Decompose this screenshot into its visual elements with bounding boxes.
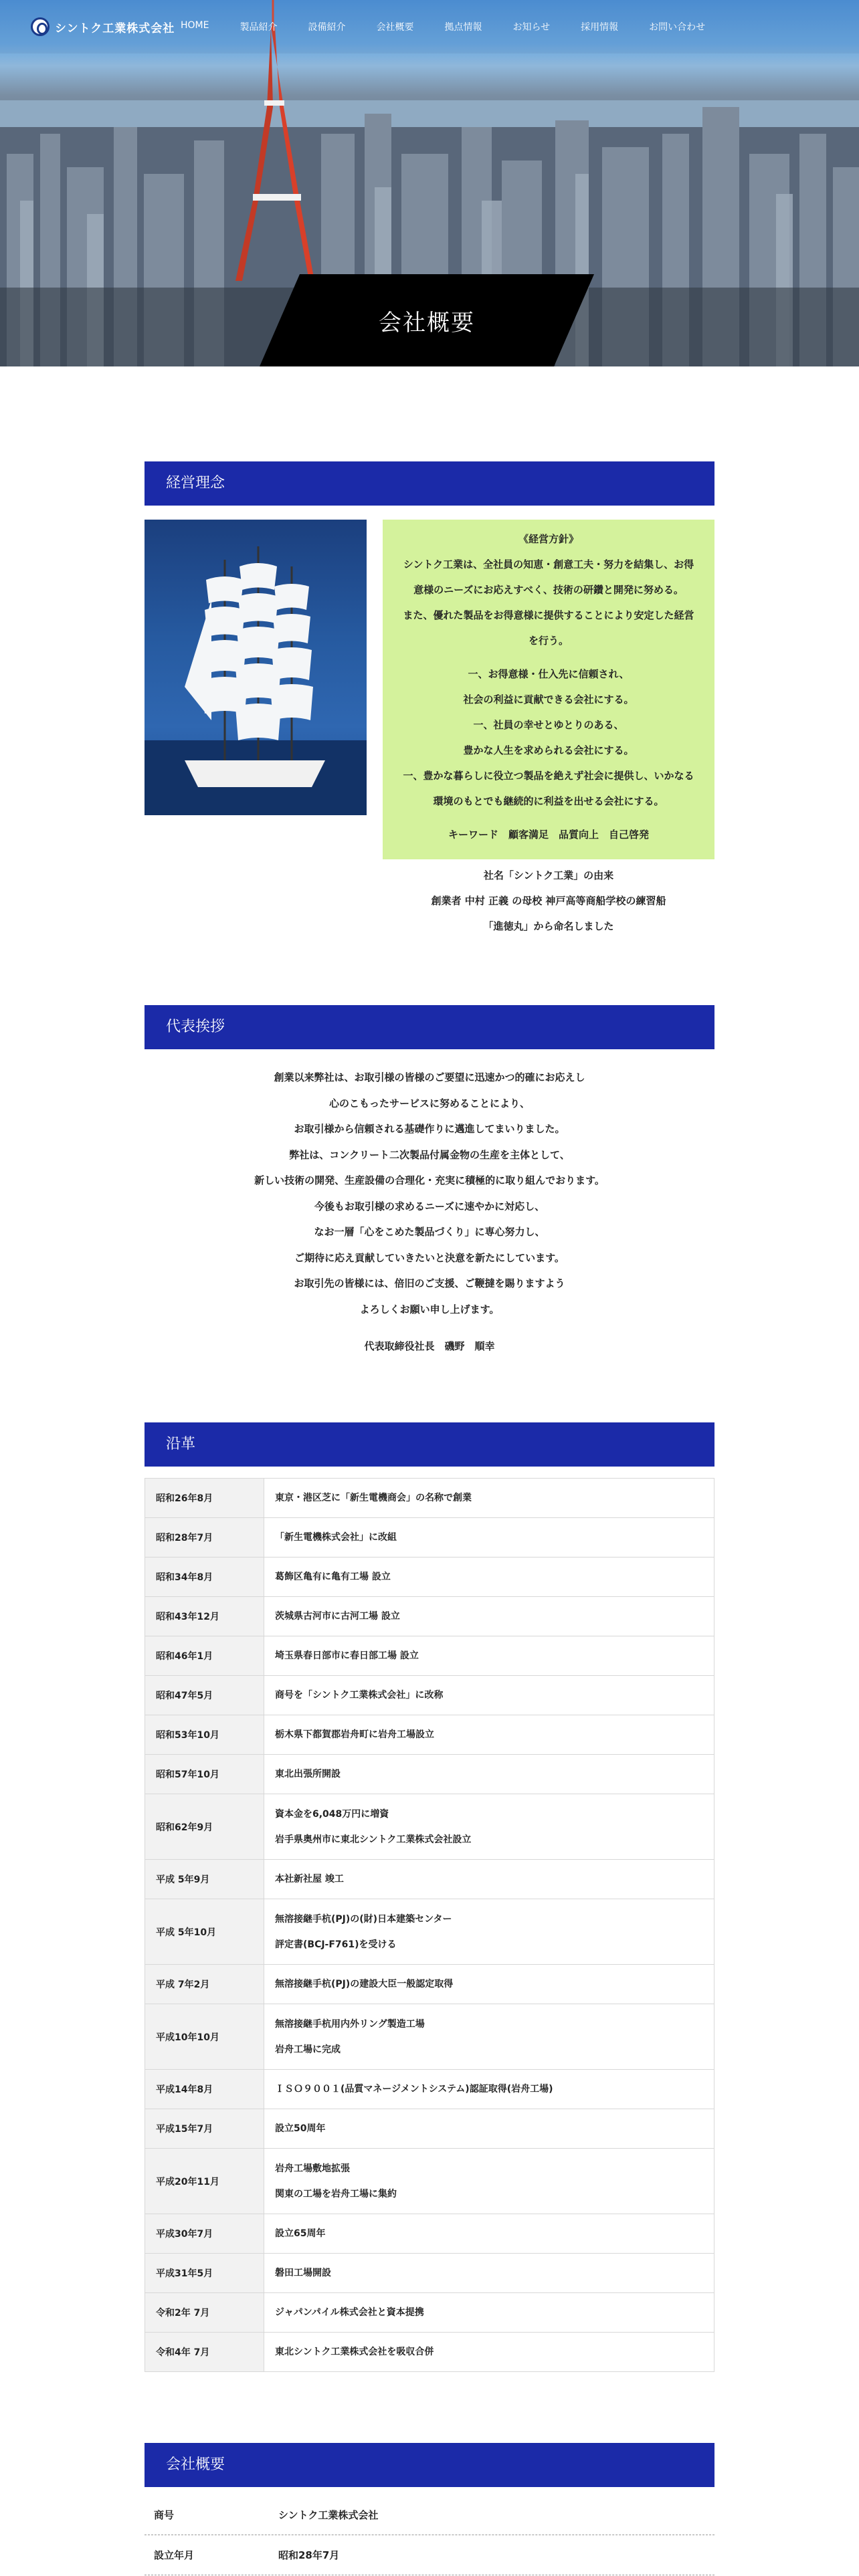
table-row <box>145 2214 714 2254</box>
history-year: 昭和47年5月 <box>145 1676 264 1715</box>
table-row <box>145 1794 714 1860</box>
ceo-greeting <box>145 1065 714 1360</box>
history-year: 平成20年11月 <box>145 2149 264 2214</box>
policy-line: また、優れた製品をお得意様に提供することにより安定した経営 <box>403 609 694 621</box>
section-heading-greeting <box>145 1005 714 1049</box>
table-row <box>145 1636 714 1676</box>
history-event-line: 無溶接継手杭(PJ)の建設大臣一般認定取得 <box>275 1979 454 1990</box>
table-row <box>145 2254 714 2293</box>
origin-line: 創業者 中村 正義 の母校 神戸高等商船学校の練習船 <box>431 895 666 907</box>
history-event-line: 葛飾区亀有に亀有工場 設立 <box>275 1572 391 1582</box>
greeting-line: ご期待に応え貢献していきたいと決意を新たにしています。 <box>294 1251 565 1264</box>
info-label: 商号 <box>154 2509 175 2521</box>
section-heading-text: 代表挨拶 <box>166 1018 225 1035</box>
history-year: 昭和53年10月 <box>145 1715 264 1755</box>
section-heading-overview <box>145 2443 714 2487</box>
policy-line: シントク工業は、全社員の知恵・創意工夫・努力を結集し、お得 <box>403 558 694 570</box>
info-value: 昭和28年7月 <box>278 2549 340 2561</box>
history-event-line: 設立65周年 <box>275 2228 326 2239</box>
history-year: 平成15年7月 <box>145 2109 264 2149</box>
history-year: 昭和26年8月 <box>145 1479 264 1518</box>
greeting-line: お取引様から信頼される基礎作りに邁進してまいりました。 <box>294 1123 565 1135</box>
greeting-line: なお一層「心をこめた製品づくり」に専心努力し、 <box>314 1226 545 1238</box>
nav-contact[interactable]: お問い合わせ <box>649 22 706 33</box>
section-heading-philosophy <box>145 461 714 506</box>
table-row <box>145 2333 714 2372</box>
history-event <box>264 2333 714 2372</box>
company-name-origin <box>383 863 714 939</box>
history-event <box>264 1794 714 1860</box>
history-event <box>264 1965 714 2004</box>
table-row <box>145 2070 714 2109</box>
principle-line: 一、お得意様・仕入先に信頼され、 <box>468 668 630 680</box>
history-event-line: 東北シントク工業株式会社を吸収合併 <box>275 2347 434 2357</box>
history-year: 平成30年7月 <box>145 2214 264 2254</box>
history-year: 昭和62年9月 <box>145 1794 264 1860</box>
history-year: 平成10年10月 <box>145 2004 264 2070</box>
greeting-line: 心のこもったサービスに努めることにより、 <box>328 1097 530 1109</box>
greeting-line: 創業以来弊社は、お取引様の皆様のご要望に迅速かつ的確にお応えし <box>274 1071 585 1083</box>
history-event <box>264 2149 714 2214</box>
history-event <box>264 1597 714 1636</box>
history-event <box>264 1860 714 1899</box>
section-heading-history <box>145 1422 714 1467</box>
history-event-line: 東京・港区芝に「新生電機商会」の名称で創業 <box>275 1493 472 1503</box>
history-year: 昭和46年1月 <box>145 1636 264 1676</box>
history-year: 昭和34年8月 <box>145 1558 264 1597</box>
greeting-line: よろしくお願い申し上げます。 <box>359 1303 500 1315</box>
page-title: 会社概要 <box>379 310 475 336</box>
history-year: 平成31年5月 <box>145 2254 264 2293</box>
nav-company[interactable]: 会社概要 <box>376 22 414 33</box>
top-navigation-bar <box>0 0 859 53</box>
info-row <box>145 2535 714 2575</box>
table-row <box>145 1597 714 1636</box>
table-row <box>145 1676 714 1715</box>
history-event <box>264 2214 714 2254</box>
history-event-line: 本社新社屋 竣工 <box>275 1874 344 1885</box>
origin-line: 「進徳丸」から命名しました <box>483 920 614 932</box>
company-info-list <box>145 2495 714 2575</box>
table-row <box>145 1899 714 1965</box>
history-event-line: 商号を「シントク工業株式会社」に改称 <box>275 1690 444 1701</box>
principle-line: 社会の利益に貢献できる会社にする。 <box>463 693 634 706</box>
nav-home[interactable]: HOME <box>181 20 209 31</box>
history-year: 昭和28年7月 <box>145 1518 264 1558</box>
history-year: 平成 5年9月 <box>145 1860 264 1899</box>
principle-line: 一、豊かな暮らしに役立つ製品を絶えず社会に提供し、いかなる <box>403 770 694 782</box>
history-event-line: 設立50周年 <box>275 2123 326 2134</box>
nav-news[interactable]: お知らせ <box>512 22 551 33</box>
table-row <box>145 1518 714 1558</box>
history-event-line: 茨城県古河市に古河工場 設立 <box>275 1611 400 1622</box>
policy-title: 《経営方針》 <box>518 533 579 545</box>
history-event <box>264 1676 714 1715</box>
history-table <box>145 1478 714 2372</box>
sailing-ship-illustration <box>145 520 367 815</box>
history-year: 令和2年 7月 <box>145 2293 264 2333</box>
history-event <box>264 2004 714 2070</box>
principle-line: 環境のもとでも継続的に利益を出せる会社にする。 <box>433 795 664 807</box>
history-event-line: 関東の工場を岩舟工場に集約 <box>275 2188 397 2199</box>
history-event <box>264 1755 714 1794</box>
history-event <box>264 1715 714 1755</box>
history-event-line: 岩舟工場敷地拡張 <box>275 2163 350 2174</box>
management-policy-box <box>383 520 714 859</box>
greeting-line: 今後もお取引様の求めるニーズに速やかに対応し、 <box>314 1200 545 1212</box>
history-year: 平成 7年2月 <box>145 1965 264 2004</box>
history-event-line: 栃木県下都賀郡岩舟町に岩舟工場設立 <box>275 1729 434 1740</box>
history-event <box>264 2254 714 2293</box>
company-logo[interactable] <box>31 17 175 36</box>
sailing-ship-painting <box>145 520 367 815</box>
nav-locations[interactable]: 拠点情報 <box>444 22 482 33</box>
principle-line: 豊かな人生を求められる会社にする。 <box>463 744 634 756</box>
history-event-line: 無溶接継手杭用内外リング製造工場 <box>275 2018 425 2030</box>
policy-line: 意様のニーズにお応えすべく、技術の研鑽と開発に努める。 <box>413 584 684 596</box>
info-row <box>145 2495 714 2535</box>
greeting-signature: 代表取締役社長 磯野 順幸 <box>364 1340 495 1352</box>
history-event <box>264 2109 714 2149</box>
main-nav <box>181 20 736 33</box>
history-event-line: ジャパンパイル株式会社と資本提携 <box>275 2307 424 2318</box>
history-event <box>264 1558 714 1597</box>
history-event-line: 資本金を6,048万円に増資 <box>275 1808 389 1820</box>
history-event-line: ＩＳＯ９００１(品質マネージメントシステム)認証取得(岩舟工場) <box>275 2084 553 2095</box>
greeting-line: 新しい技術の開発、生産設備の合理化・充実に積極的に取り組んでおります。 <box>254 1174 605 1186</box>
nav-recruit[interactable]: 採用情報 <box>581 22 619 33</box>
history-event-line: 「新生電機株式会社」に改組 <box>275 1532 397 1543</box>
history-event <box>264 2293 714 2333</box>
hero-banner <box>0 0 859 366</box>
table-row <box>145 1715 714 1755</box>
table-row <box>145 1479 714 1518</box>
history-event-line: 評定書(BCJ-F761)を受ける <box>275 1939 397 1950</box>
table-row <box>145 2293 714 2333</box>
section-heading-text: 沿革 <box>166 1436 196 1453</box>
history-event-line: 東北出張所開設 <box>275 1769 341 1780</box>
table-row <box>145 2109 714 2149</box>
principle-line: 一、社員の幸せとゆとりのある、 <box>473 719 624 731</box>
table-row <box>145 2004 714 2070</box>
table-row <box>145 1755 714 1794</box>
table-row <box>145 2149 714 2214</box>
history-event-line: 磐田工場開設 <box>275 2268 331 2278</box>
company-logo-text: シントク工業株式会社 <box>55 21 175 35</box>
history-event-line: 埼玉県春日部市に春日部工場 設立 <box>275 1650 419 1661</box>
table-row <box>145 1965 714 2004</box>
company-logo-icon <box>31 17 50 36</box>
info-value: シントク工業株式会社 <box>278 2509 379 2521</box>
table-row <box>145 1860 714 1899</box>
greeting-line: お取引先の皆様には、倍旧のご支援、ご鞭撻を賜りますよう <box>294 1277 565 1289</box>
table-row <box>145 1558 714 1597</box>
policy-keywords: キーワード 顧客満足 品質向上 自己啓発 <box>448 829 649 841</box>
info-label: 設立年月 <box>154 2549 195 2561</box>
origin-line: 社名「シントク工業」の由来 <box>483 869 614 881</box>
history-year: 昭和57年10月 <box>145 1755 264 1794</box>
history-event <box>264 1518 714 1558</box>
greeting-line: 弊社は、コンクリート二次製品付属金物の生産を主体として、 <box>289 1148 570 1161</box>
history-event <box>264 1899 714 1965</box>
history-year: 平成 5年10月 <box>145 1899 264 1965</box>
history-year: 令和4年 7月 <box>145 2333 264 2372</box>
history-event-line: 無溶接継手杭(PJ)の(財)日本建築センター <box>275 1913 452 1925</box>
history-event <box>264 1636 714 1676</box>
policy-line: を行う。 <box>528 635 569 647</box>
nav-equipment[interactable]: 設備紹介 <box>308 22 346 33</box>
history-year: 平成14年8月 <box>145 2070 264 2109</box>
history-event <box>264 2070 714 2109</box>
section-heading-text: 経営理念 <box>166 475 225 492</box>
history-event-line: 岩手県奥州市に東北シントク工業株式会社設立 <box>275 1834 472 1845</box>
section-heading-text: 会社概要 <box>166 2456 225 2473</box>
nav-products[interactable]: 製品紹介 <box>240 22 278 33</box>
history-year: 昭和43年12月 <box>145 1597 264 1636</box>
history-event <box>264 1479 714 1518</box>
history-event-line: 岩舟工場に完成 <box>275 2044 341 2055</box>
